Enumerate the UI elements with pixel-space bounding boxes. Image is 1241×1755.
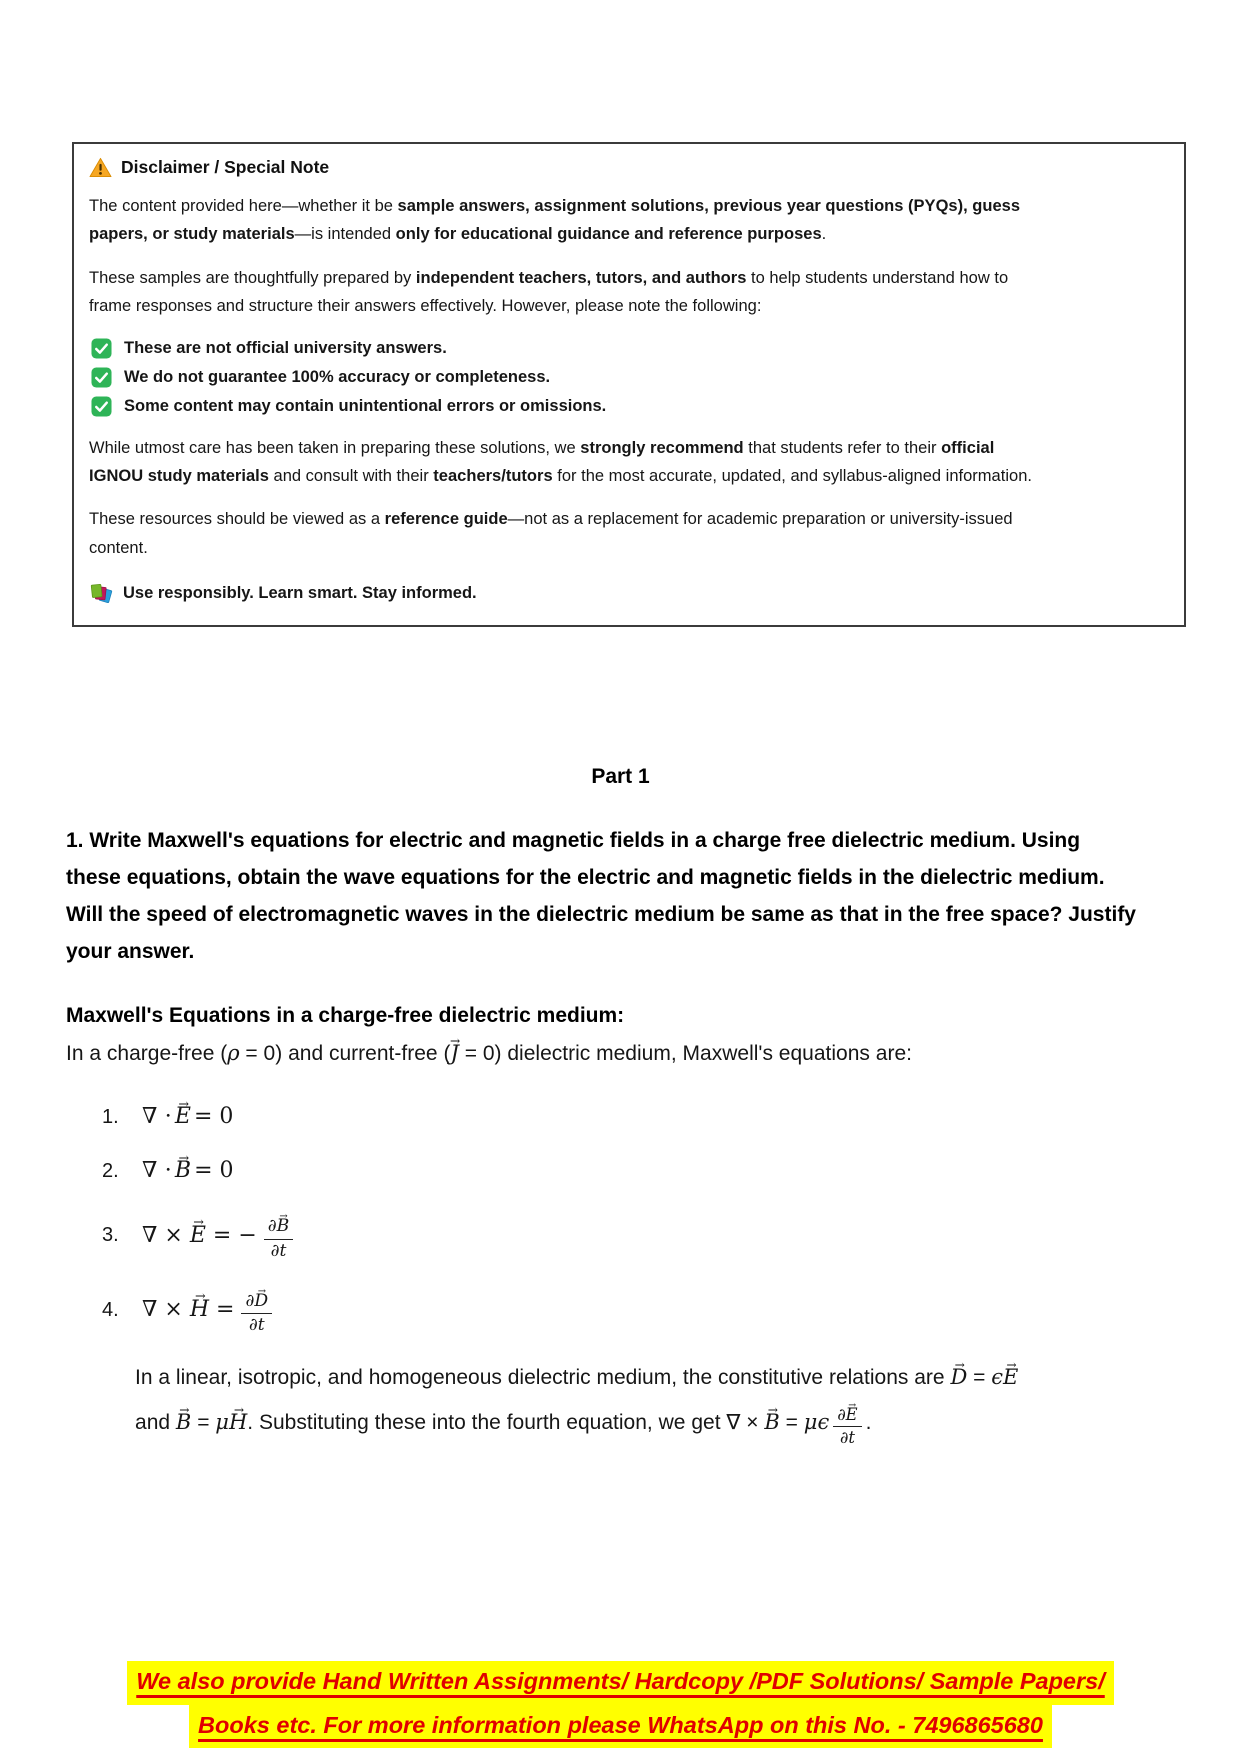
equation-number: 1. — [102, 1105, 119, 1128]
checklist-item — [91, 396, 1164, 417]
maxwell-equations-list — [66, 1100, 1175, 1336]
equation-body: ∇ ⋅ E → = 0 — [142, 1100, 233, 1133]
equation-number: 3. — [102, 1224, 119, 1247]
equation-1 — [102, 1100, 1175, 1133]
sentence-period: . — [865, 1410, 872, 1434]
equation-lhs: ∇ × E → = − — [142, 1219, 257, 1252]
green-check-icon — [91, 338, 112, 359]
fraction — [241, 1283, 272, 1337]
disclaimer-box — [72, 142, 1186, 627]
promo-banner — [0, 1661, 1241, 1748]
solution-heading: Maxwell's Equations in a charge-free dielectric medium: — [66, 1003, 625, 1027]
checklist-item — [91, 338, 1164, 359]
equation-4 — [102, 1283, 1175, 1337]
green-check-icon — [91, 367, 112, 388]
disclaimer-paragraph-1: The content provided here—whether it be sample answers, assignment solutions, previous year questions (PYQs), guess papers, or study materials—is intended only for educational guidance and reference purposes. — [89, 197, 1021, 244]
disclaimer-title-row — [89, 157, 1164, 178]
disclaimer-closing-text: Use responsibly. Learn smart. Stay informed. — [123, 584, 477, 602]
fraction — [264, 1208, 293, 1262]
question-text: 1. Write Maxwell's equations for electric and magnetic fields in a charge free dielectric medium. Using these equations, obtain the wave equations for the electric and magnetic fields in the dielectric medium. Will the speed of electromagnetic waves in the dielectric medium be same as that in the free space? Justify your answer. — [66, 829, 1136, 963]
equation-number: 4. — [102, 1298, 119, 1321]
disclaimer-closing-row — [89, 582, 1164, 605]
fraction-numerator: ∂B → — [264, 1208, 293, 1239]
promo-line-2 — [0, 1705, 1241, 1749]
warning-triangle-icon — [89, 157, 112, 178]
fraction-numerator: ∂E → — [833, 1397, 861, 1427]
disclaimer-title: Disclaimer / Special Note — [121, 157, 330, 177]
checklist-item — [91, 367, 1164, 388]
disclaimer-checklist — [89, 338, 1164, 417]
fraction-denominator: ∂t — [839, 1428, 855, 1448]
fraction — [833, 1397, 861, 1448]
green-check-icon — [91, 396, 112, 417]
promo-highlight-text: Books etc. For more information please WhatsApp on this No. - 7496865680 — [189, 1705, 1052, 1749]
fraction-denominator: ∂t — [270, 1240, 287, 1261]
equation-3 — [102, 1208, 1175, 1262]
checklist-item-text: These are not official university answers. — [124, 338, 447, 357]
equation-number: 2. — [102, 1159, 119, 1182]
constitutive-result — [803, 1404, 872, 1448]
solution-intro: In a charge-free (ρ = 0) and current-free (J → = 0) dielectric medium, Maxwell's equations are: — [66, 1037, 1175, 1071]
disclaimer-paragraph-2: These samples are thoughtfully prepared by independent teachers, tutors, and authors to help students understand how to frame responses and structure their answers effectively. However, please note the following: — [89, 268, 1009, 316]
constitutive-paragraph — [135, 1358, 1053, 1449]
promo-highlight-text: We also provide Hand Written Assignments/ Hardcopy /PDF Solutions/ Sample Papers/ — [127, 1661, 1114, 1705]
part-heading: Part 1 — [591, 765, 650, 788]
disclaimer-paragraph-4: These resources should be viewed as a reference guide—not as a replacement for academic preparation or university-issued content. — [89, 510, 1013, 557]
checklist-item-text: We do not guarantee 100% accuracy or completeness. — [124, 367, 551, 386]
checklist-item-text: Some content may contain unintentional errors or omissions. — [124, 396, 607, 415]
equation-2 — [102, 1154, 1175, 1187]
fraction-denominator: ∂t — [248, 1315, 265, 1336]
promo-line-1 — [0, 1661, 1241, 1705]
equation-body — [142, 1208, 297, 1262]
equation-lhs: ∇ × H → = — [142, 1293, 234, 1326]
equation-body: ∇ ⋅ B → = 0 — [142, 1154, 234, 1187]
mu-epsilon-coefficient: μϵ — [803, 1409, 830, 1434]
constitutive-text: In a linear, isotropic, and homogeneous dielectric medium, the constitutive relations are D → = ϵE → and B → = μH →. Substituting these into the fourth equation, we get ∇ × B → = — [135, 1366, 1018, 1434]
books-stack-icon — [89, 582, 113, 605]
equation-body — [142, 1283, 276, 1337]
fraction-numerator: ∂D → — [241, 1283, 272, 1314]
disclaimer-paragraph-3: While utmost care has been taken in preparing these solutions, we strongly recommend that students refer to their official IGNOU study materials and consult with their teachers/tutors for the most accurate, updated, and syllabus-aligned information. — [89, 438, 1032, 485]
